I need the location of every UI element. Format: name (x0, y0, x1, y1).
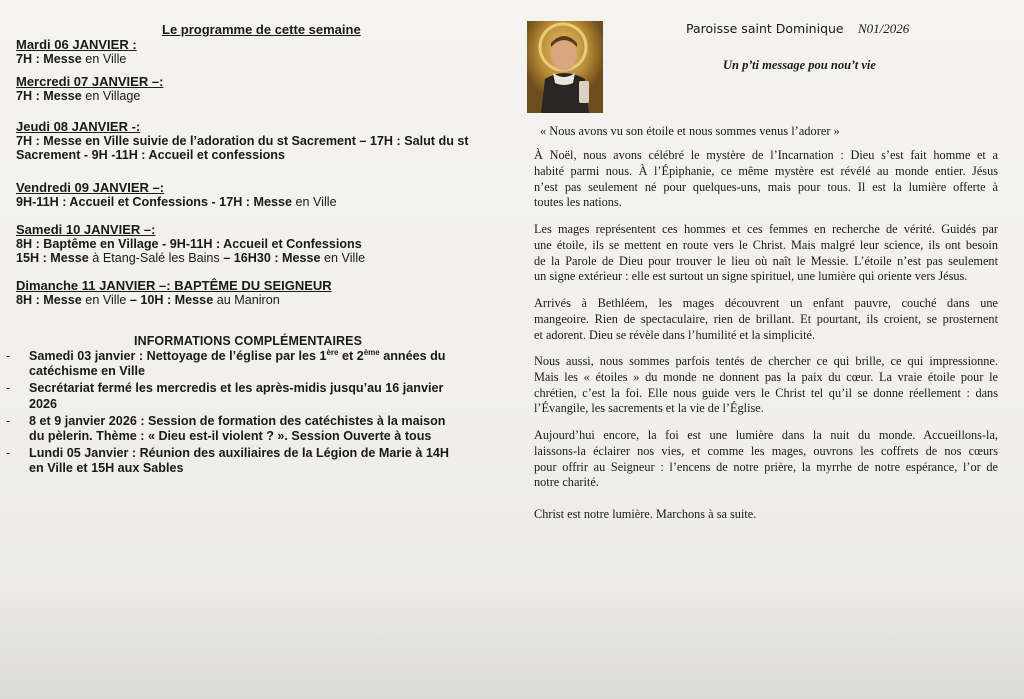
message-paragraph (534, 354, 998, 417)
info-text: du pèlerin. Thème : « Dieu est-il violent ? ». Session Ouverte à tous (29, 429, 432, 444)
schedule-segment: 15H : Messe (16, 251, 89, 265)
program-day (16, 180, 511, 209)
paragraph-line: toutes les nations. (534, 195, 622, 210)
paragraph-line: chrétien, c’est la foi. Elle nous guide vers le Christ tel qu’il se donne réellement : dans (534, 385, 998, 400)
schedule-segment: en Ville (320, 251, 366, 265)
paragraph-line: de la Parole de Dieu pour trouver le lieu où naît le Messie. L’étoile n’est pas seulement (534, 253, 998, 268)
schedule-segment: Sacrement - 9H -11H : Accueil et confessions (16, 148, 285, 162)
message-paragraph (534, 148, 998, 211)
day-date: Samedi 10 JANVIER – (16, 222, 152, 237)
day-date: Vendredi 09 JANVIER – (16, 180, 160, 195)
schedule-line (16, 237, 511, 251)
schedule-segment: au Maniron (213, 293, 280, 307)
bullet-dash: - (6, 446, 11, 461)
schedule-segment: 8H : Messe (16, 293, 82, 307)
schedule-segment: 8H : Baptême en Village - 9H-11H : Accueil et Confessions (16, 237, 362, 251)
paper-shadow (0, 579, 1024, 699)
schedule-segment: en Village (81, 89, 141, 103)
day-date: Mercredi 07 JANVIER – (16, 74, 160, 89)
issue-number: N01/2026 (858, 21, 910, 36)
day-heading (16, 180, 511, 195)
message-paragraph (534, 296, 998, 343)
paragraph-line: À Noël, nous avons célébré le mystère de l’Incarnation : Dieu s’est fait homme et a (534, 148, 998, 162)
paragraph-line: Aujourd’hui encore, la foi est une lumière dans la nuit du monde. Accueillons-la, (534, 428, 998, 442)
day-date: Mardi 06 JANVIER (16, 37, 129, 52)
info-text: et 2 (338, 349, 364, 363)
message-title: Un p’ti message pou nou’t vie (723, 58, 876, 72)
message-paragraph (534, 507, 998, 523)
paragraph-line: mangeoire. Rien de spectaculaire, rien de brillant. Et pourtant, ils croient, se prosternent (534, 311, 998, 326)
info-text: en Ville et 15H aux Sables (29, 461, 184, 476)
schedule-segment: – 16H30 : Messe (219, 251, 321, 265)
schedule-segment: 7H : Messe (16, 52, 82, 66)
paragraph-line: Les mages représentent ces hommes et ces femmes en recherche de vérité. Guidés par (534, 222, 998, 236)
program-day (16, 278, 511, 307)
schedule-line (16, 293, 511, 307)
program-day (16, 74, 511, 103)
paragraph-line: une étoile, ils se mettent en route vers le Christ. Mais malgré leur science, ils ont besoin (534, 237, 998, 252)
paragraph-line: n’est pas seulement né pour quelques-uns, mais pour tous. Il est la lumière offerte à (534, 179, 998, 194)
info-item (4, 446, 509, 476)
info-text: Secrétariat fermé les mercredis et les après-midis jusqu’au 16 janvier (29, 381, 444, 396)
bullet-dash: - (6, 413, 11, 428)
info-item (4, 414, 509, 444)
day-heading (16, 278, 511, 293)
schedule-segment: en Ville (81, 293, 127, 307)
ordinal-suffix: ère (326, 347, 339, 357)
info-text: 8 et 9 janvier 2026 : Session de formation des catéchistes à la maison (29, 413, 446, 428)
info-item (4, 381, 509, 411)
portrait-image (527, 21, 603, 113)
day-heading (16, 37, 511, 52)
day-date: Jeudi 08 JANVIER - (16, 119, 136, 134)
paragraph-line: un signe extérieur : elle est surtout un signe spirituel, une lumière qui oriente vers Jésus. (534, 269, 968, 284)
schedule-segment: en Ville (292, 195, 337, 209)
schedule-segment: à Etang-Salé les Bains (88, 251, 220, 265)
paragraph-line: laissons-la éclairer nos vies, et comme les mages, ouvrons les coffrets de nos cœurs (534, 443, 998, 458)
saint-dominic-portrait (527, 21, 603, 113)
paragraph-line: Mais les « étoiles » du monde ne donnent pas la paix du cœur. La vraie étoile pour le (534, 369, 998, 384)
day-suffix: : BAPTÊME DU SEIGNEUR (166, 278, 332, 293)
info-item (4, 349, 509, 379)
ordinal-suffix: ème (363, 347, 380, 357)
message-paragraph (534, 428, 998, 491)
day-suffix: : (159, 74, 164, 89)
paragraph-line: Nous aussi, nous sommes parfois tentés de chercher ce qui brille, ce qui impressionne. (534, 354, 998, 368)
info-text: 2026 (29, 396, 58, 411)
schedule-line (16, 52, 511, 66)
schedule-line (16, 251, 511, 265)
program-day (16, 37, 511, 66)
schedule-segment: 7H : Messe en Ville suivie de l’adoration du st Sacrement – 17H : Salut du st (16, 134, 469, 148)
parish-name: Paroisse saint Dominique (686, 21, 844, 36)
paragraph-line: notre charité. (534, 475, 599, 490)
program-day (16, 222, 511, 265)
paragraph-line: Christ est notre lumière. Marchons à sa suite. (534, 507, 757, 521)
day-suffix: : (151, 222, 156, 237)
schedule-segment: – 10H : Messe (126, 293, 214, 307)
program-day (16, 119, 511, 162)
paragraph-line: et adorent. Dieu se révèle dans l’humilité et la simplicité. (534, 327, 816, 342)
schedule-line (16, 134, 511, 148)
schedule-line (16, 195, 511, 209)
paragraph-line: habité parmi nous. À l’Épiphanie, ce même mystère est révélé au monde entier. Jésus (534, 163, 998, 178)
bullet-dash: - (6, 381, 11, 396)
program-title: Le programme de cette semaine (162, 22, 361, 37)
day-heading (16, 222, 511, 237)
info-text: années du (379, 349, 446, 363)
schedule-segment: 9H-11H : Accueil et Confessions - 17H : Messe (16, 195, 292, 209)
day-suffix: : (128, 37, 137, 52)
day-date: Dimanche 11 JANVIER – (16, 278, 167, 293)
schedule-segment: en Ville (81, 52, 127, 66)
info-text: Lundi 05 Janvier : Réunion des auxiliaires de la Légion de Marie à 14H (29, 446, 449, 461)
day-heading (16, 119, 511, 134)
day-suffix: : (135, 119, 141, 134)
schedule-segment: 7H : Messe (16, 89, 82, 103)
info-title: INFORMATIONS COMPLÉMENTAIRES (134, 334, 363, 348)
schedule-line (16, 89, 511, 103)
paragraph-line: pour offrir au Seigneur : l’encens de notre prière, la myrrhe de notre espérance, l’or de (534, 459, 998, 474)
info-text: Samedi 03 janvier : Nettoyage de l’église par les 1 (29, 349, 327, 363)
schedule-line (16, 148, 511, 162)
message-paragraph (534, 222, 998, 285)
day-heading (16, 74, 511, 89)
day-suffix: : (159, 180, 165, 195)
paragraph-line: l’Évangile, les sacrements et la vie de l’Église. (534, 401, 764, 416)
bullet-dash: - (6, 349, 11, 363)
info-text: catéchisme en Ville (29, 364, 145, 379)
paragraph-line: Arrivés à Bethléem, les mages découvrent un enfant pauvre, couché dans une (534, 296, 998, 310)
info-list (4, 349, 509, 479)
epigraph-quote: « Nous avons vu son étoile et nous sommes venus l’adorer » (540, 124, 840, 138)
